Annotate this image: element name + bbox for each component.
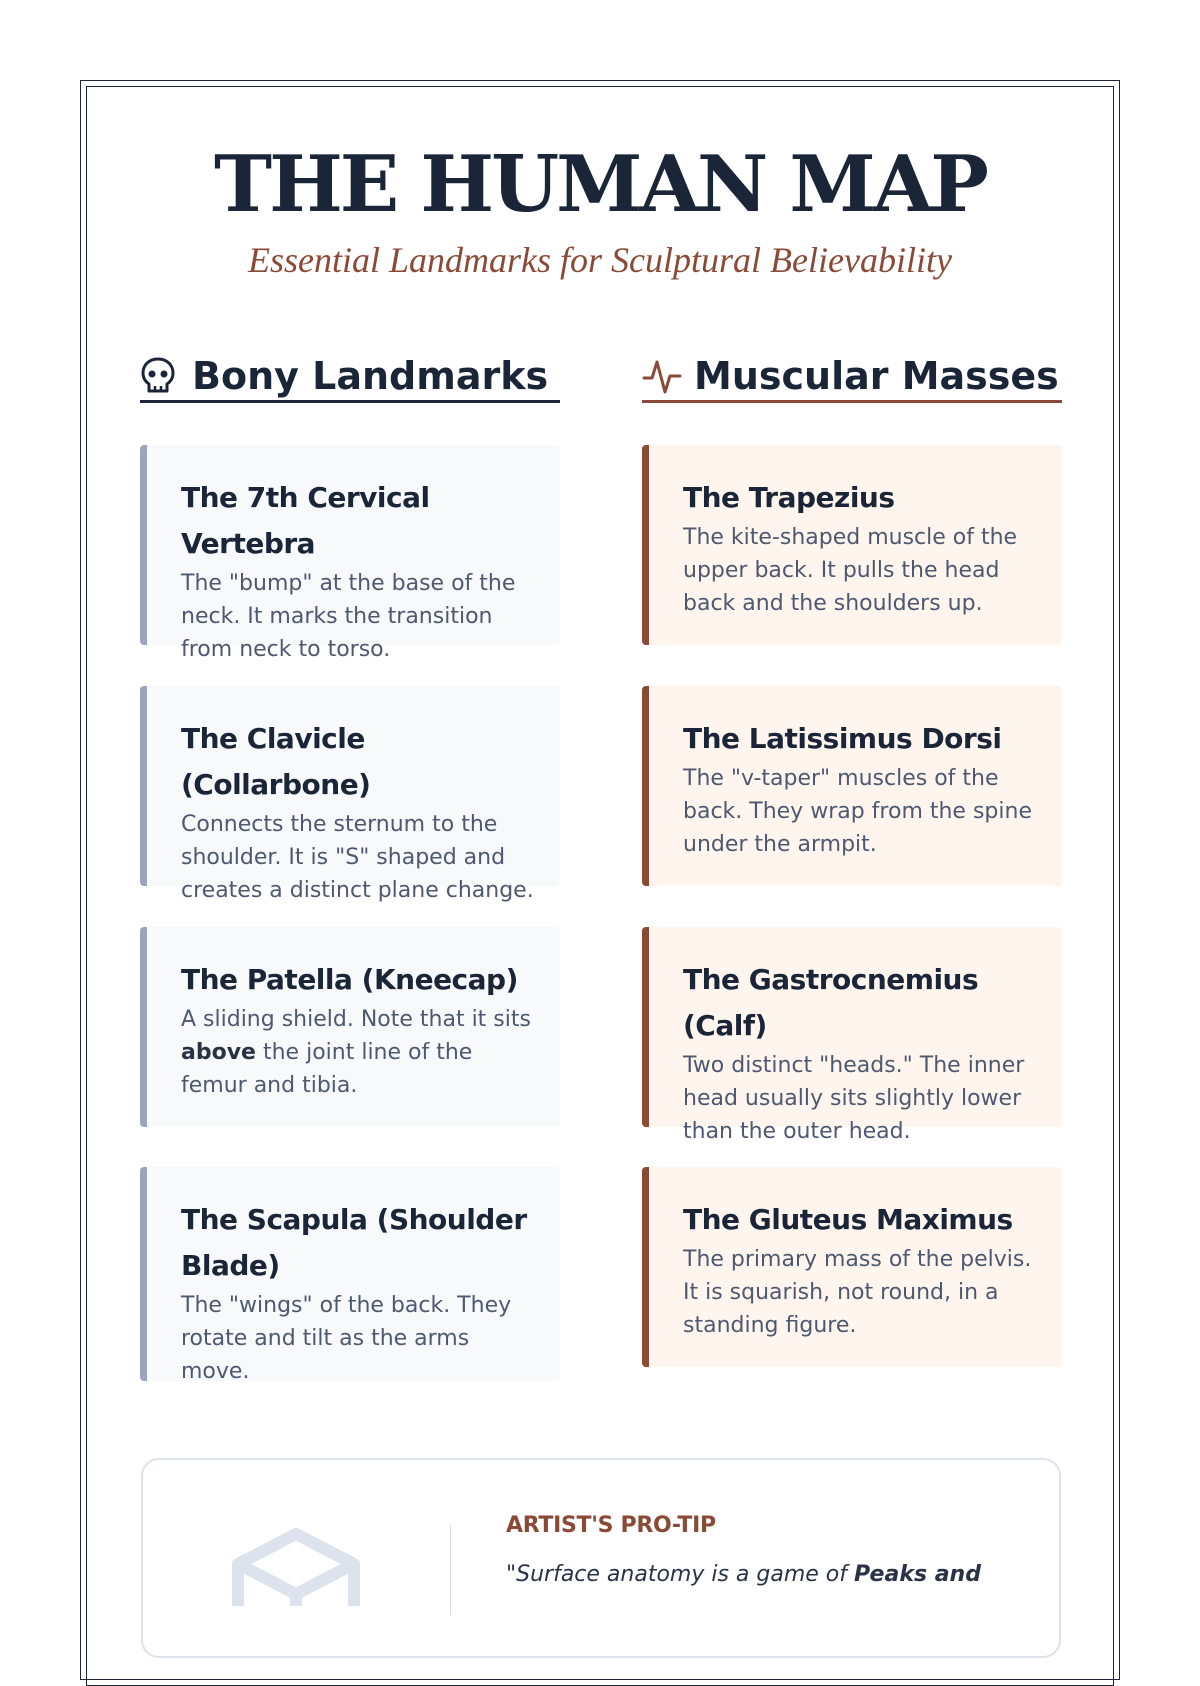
card-text-after: the joint line of the femur and tibia. bbox=[181, 1040, 473, 1098]
bony-heading-underline bbox=[140, 400, 560, 403]
bony-card-c7-vertebra bbox=[140, 445, 560, 662]
card-text: The "v-taper" muscles of the back. They wrap from the spine under the armpit. bbox=[683, 766, 1032, 857]
pro-tip-quote-start: "Surface anatomy is a game of bbox=[506, 1562, 848, 1587]
pulse-icon bbox=[642, 356, 682, 396]
muscle-card-latissimus-dorsi bbox=[642, 686, 1062, 886]
card-title: The Gluteus Maximus bbox=[683, 1203, 1013, 1236]
bony-card-clavicle bbox=[140, 686, 560, 903]
pro-tip-divider bbox=[450, 1525, 451, 1615]
skull-icon bbox=[140, 356, 180, 396]
bony-landmarks-heading bbox=[140, 350, 548, 402]
card-text: The primary mass of the pelvis. It is squarish, not round, in a standing figure. bbox=[683, 1247, 1032, 1338]
bony-landmarks-heading-label: Bony Landmarks bbox=[192, 354, 549, 398]
card-title: The Trapezius bbox=[683, 481, 895, 514]
card-text-before: A sliding shield. Note that it sits bbox=[181, 1007, 531, 1032]
muscular-heading-underline bbox=[642, 400, 1062, 403]
page-title: THE HUMAN MAP bbox=[214, 139, 986, 230]
card-text-emphasis: above bbox=[181, 1040, 256, 1065]
pro-tip-quote bbox=[506, 1562, 981, 1587]
card-title: The Latissimus Dorsi bbox=[683, 722, 1002, 755]
card-text: Connects the sternum to the shoulder. It is "S" shaped and creates a distinct plane change. bbox=[181, 812, 534, 903]
card-title: The Gastrocnemius (Calf) bbox=[683, 963, 979, 1042]
card-title: The Patella (Kneecap) bbox=[181, 963, 518, 996]
bony-card-scapula bbox=[140, 1167, 560, 1384]
pro-tip-label: ARTIST'S PRO-TIP bbox=[506, 1513, 716, 1538]
card-text: The "wings" of the back. They rotate and tilt as the arms move. bbox=[181, 1293, 512, 1384]
muscle-card-trapezius bbox=[642, 445, 1062, 645]
bony-card-patella bbox=[140, 927, 560, 1127]
card-text: The kite-shaped muscle of the upper back. It pulls the head back and the shoulders up. bbox=[683, 525, 1018, 616]
card-title: The Clavicle (Collarbone) bbox=[181, 722, 371, 801]
muscular-masses-heading bbox=[642, 350, 1059, 402]
muscular-masses-heading-label: Muscular Masses bbox=[694, 354, 1059, 398]
card-text bbox=[181, 1003, 536, 1102]
muscle-card-gastrocnemius bbox=[642, 927, 1062, 1144]
card-text: Two distinct "heads." The inner head usually sits slightly lower than the outer head. bbox=[683, 1053, 1025, 1144]
muscle-card-gluteus-maximus bbox=[642, 1167, 1062, 1367]
pro-tip-quote-emphasis: Peaks and bbox=[854, 1562, 981, 1587]
card-text: The "bump" at the base of the neck. It marks the transition from neck to torso. bbox=[181, 571, 516, 662]
card-title: The 7th Cervical Vertebra bbox=[181, 481, 430, 560]
cube-icon bbox=[226, 1526, 366, 1606]
card-title: The Scapula (Shoulder Blade) bbox=[181, 1203, 527, 1282]
page-subtitle: Essential Landmarks for Sculptural Believability bbox=[248, 240, 952, 280]
